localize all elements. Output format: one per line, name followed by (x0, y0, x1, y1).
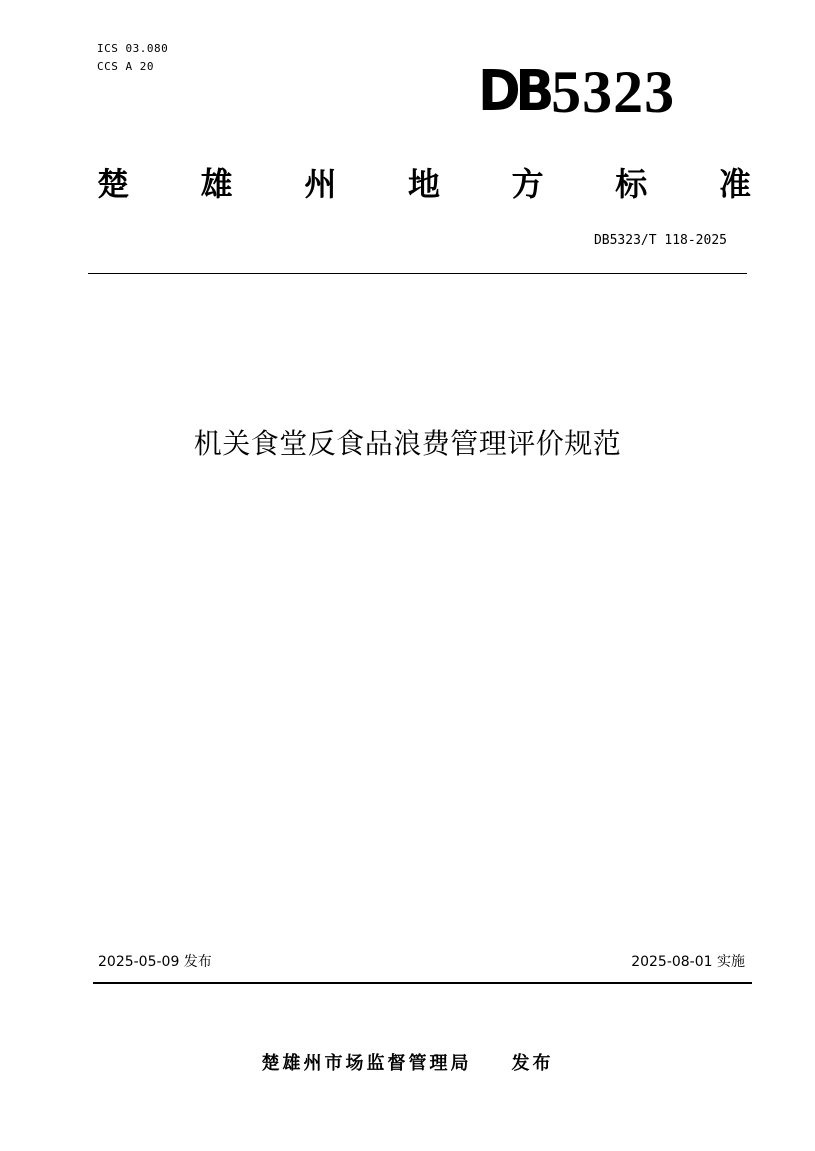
issuer-name: 楚雄州市场监督管理局 (261, 1053, 472, 1074)
top-divider (88, 273, 747, 274)
standard-type-char: 标 (615, 165, 648, 203)
document-title: 机关食堂反食品浪费管理评价规范 (193, 427, 622, 460)
issuer-line (0, 1050, 815, 1078)
classification-codes (97, 40, 168, 76)
standard-logo (478, 56, 676, 125)
standard-type-char: 雄 (200, 165, 233, 203)
bottom-divider (93, 982, 752, 984)
standard-type-char: 方 (511, 165, 544, 203)
implementation-date: 2025-08-01 实施 (631, 954, 745, 970)
standard-type-char: 州 (304, 165, 337, 203)
standard-type-char: 地 (407, 165, 440, 203)
logo-number: 5323 (551, 59, 676, 125)
ics-code: ICS 03.080 (97, 42, 169, 55)
standard-type-char: 楚 (97, 165, 130, 203)
ccs-code: CCS A 20 (97, 60, 154, 73)
release-date: 2025-05-09 发布 (98, 954, 212, 970)
standard-type-char: 准 (718, 165, 751, 203)
issuer-action: 发布 (511, 1053, 554, 1074)
logo-db: DB (478, 59, 549, 124)
standard-number: DB5323/T 118-2025 (593, 233, 727, 248)
standard-type-heading (97, 162, 751, 206)
